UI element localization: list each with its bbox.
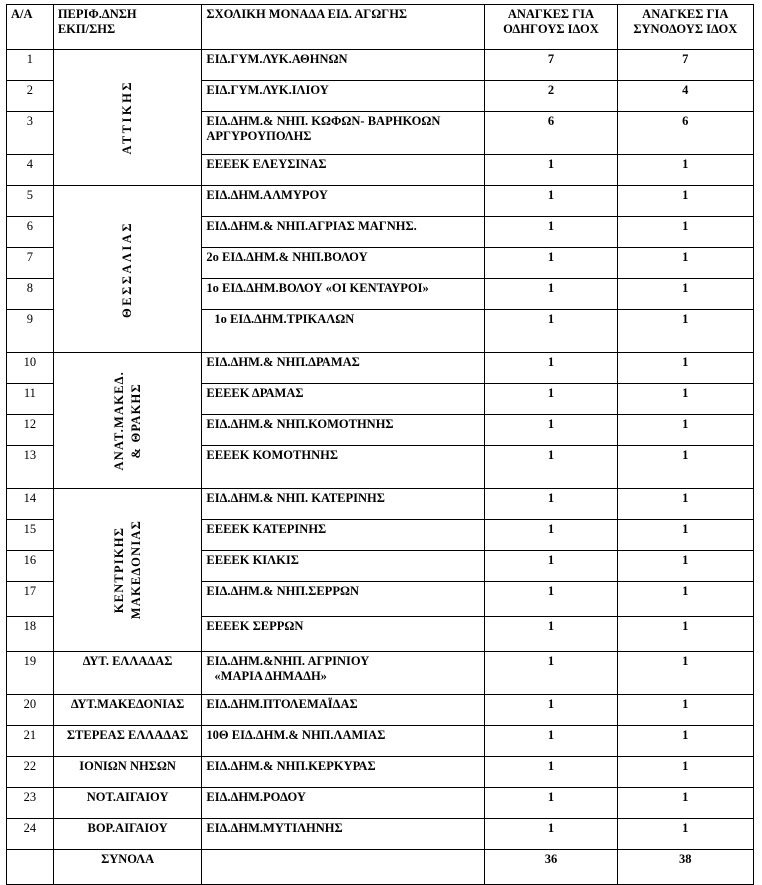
row-index: 10 [7, 353, 54, 384]
row-index: 23 [7, 788, 54, 819]
row-index: 1 [7, 50, 54, 81]
school-unit-name: ΕΕΕΕΚ ΚΟΜΟΤΗΝΗΣ [202, 446, 485, 489]
region-label [111, 371, 145, 470]
region-label-line1: ΑΝΑΤ.ΜΑΚΕΔ. [111, 370, 126, 471]
header-drivers-line1: ΑΝΑΓΚΕΣ ΓΙΑ [507, 7, 595, 21]
school-unit-name: ΕΙΔ.ΔΗΜ.& ΝΗΠ.ΣΕΡΡΩΝ [202, 582, 485, 617]
region-label-line2: & ΘΡΑΚΗΣ [128, 382, 143, 459]
table-body [7, 50, 754, 885]
table-row [7, 757, 754, 788]
totals-companions-count: 38 [617, 850, 753, 885]
header-cell-companions [617, 5, 753, 50]
school-unit-name: ΕΕΕΕΚ ΚΙΛΚΙΣ [202, 551, 485, 582]
header-unit-label: ΣΧΟΛΙΚΗ ΜΟΝΑΔΑ ΕΙΔ. ΑΓΩΓΗΣ [206, 7, 408, 21]
companions-count: 1 [617, 551, 753, 582]
school-unit-name: ΕΙΔ.ΔΗΜ.& ΝΗΠ.ΚΕΡΚΥΡΑΣ [202, 757, 485, 788]
row-index: 7 [7, 248, 54, 279]
drivers-count: 1 [485, 520, 617, 551]
totals-row [7, 850, 754, 885]
row-index: 5 [7, 186, 54, 217]
school-unit-name: ΕΙΔ.ΔΗΜ.ΜΥΤΙΛΗΝΗΣ [202, 819, 485, 850]
region-label-wrapper [54, 186, 202, 352]
row-index: 20 [7, 695, 54, 726]
special-education-needs-table [6, 4, 754, 885]
table-row [7, 186, 754, 217]
school-unit-name [202, 652, 485, 695]
row-index: 15 [7, 520, 54, 551]
drivers-count: 1 [485, 279, 617, 310]
drivers-count: 1 [485, 617, 617, 652]
header-row [7, 5, 754, 50]
row-index: 9 [7, 310, 54, 353]
companions-count: 1 [617, 446, 753, 489]
row-index: 2 [7, 81, 54, 112]
drivers-count: 1 [485, 248, 617, 279]
region-cell-notiou-aigaiou: ΝΟΤ.ΑΙΓΑΙΟΥ [53, 788, 202, 819]
companions-count: 1 [617, 279, 753, 310]
companions-count: 1 [617, 726, 753, 757]
companions-count: 1 [617, 788, 753, 819]
table-row [7, 353, 754, 384]
companions-count: 1 [617, 819, 753, 850]
drivers-count: 1 [485, 652, 617, 695]
region-cell-anatolikis-makedonias-thrakis [53, 353, 202, 489]
drivers-count: 7 [485, 50, 617, 81]
drivers-count: 1 [485, 310, 617, 353]
table-row [7, 652, 754, 695]
school-unit-name: ΕΕΕΕΚ ΔΡΑΜΑΣ [202, 384, 485, 415]
school-unit-name: 2ο ΕΙΔ.ΔΗΜ.& ΝΗΠ.ΒΟΛΟΥ [202, 248, 485, 279]
drivers-count: 1 [485, 788, 617, 819]
row-index: 16 [7, 551, 54, 582]
drivers-count: 1 [485, 217, 617, 248]
companions-count: 1 [617, 384, 753, 415]
school-unit-name: ΕΙΔ.ΔΗΜ.ΡΟΔΟΥ [202, 788, 485, 819]
drivers-count: 1 [485, 726, 617, 757]
region-label-line2: ΜΑΚΕΔΟΝΙΑΣ [128, 520, 143, 620]
companions-count: 1 [617, 652, 753, 695]
school-unit-name: ΕΕΕΕΚ ΣΕΡΡΩΝ [202, 617, 485, 652]
school-unit-name: ΕΙΔ.ΓΥΜ.ΛΥΚ.ΙΛΙΟΥ [202, 81, 485, 112]
drivers-count: 1 [485, 415, 617, 446]
header-region-line2: ΕΚΠ/ΣΗΣ [57, 21, 116, 36]
school-unit-line2: ΑΡΓΥΡΟΥΠΟΛΗΣ [206, 128, 312, 143]
totals-drivers-count: 36 [485, 850, 617, 885]
companions-count: 1 [617, 695, 753, 726]
companions-count: 1 [617, 217, 753, 248]
drivers-count: 1 [485, 757, 617, 788]
drivers-count: 1 [485, 186, 617, 217]
row-index: 4 [7, 155, 54, 186]
header-cell-unit [202, 5, 485, 50]
companions-count: 6 [617, 112, 753, 155]
row-index: 24 [7, 819, 54, 850]
school-unit-name: ΕΙΔ.ΔΗΜ.& ΝΗΠ.ΚΟΜΟΤΗΝΗΣ [202, 415, 485, 446]
drivers-count: 1 [485, 384, 617, 415]
region-label-wrapper [54, 50, 202, 185]
header-companions-line2: ΣΥΝΟΔΟΥΣ ΙΔΟΧ [633, 21, 738, 36]
drivers-count: 6 [485, 112, 617, 155]
school-unit-name [202, 112, 485, 155]
region-cell-dytikis-makedonias: ΔΥΤ.ΜΑΚΕΔΟΝΙΑΣ [53, 695, 202, 726]
companions-count: 1 [617, 520, 753, 551]
region-label-line1: ΚΕΝΤΡΙΚΗΣ [111, 526, 126, 614]
region-label: ΘΕΣΣΑΛΙΑΣ [120, 220, 135, 318]
drivers-count: 1 [485, 551, 617, 582]
school-unit-line2: «ΜΑΡΙΑ ΔΗΜΑΔΗ» [214, 668, 327, 683]
companions-count: 1 [617, 415, 753, 446]
school-unit-name: ΕΕΕΕΚ ΚΑΤΕΡΙΝΗΣ [202, 520, 485, 551]
drivers-count: 1 [485, 353, 617, 384]
table-header [7, 5, 754, 50]
school-unit-name: ΕΙΔ.ΓΥΜ.ΛΥΚ.ΑΘΗΝΩΝ [202, 50, 485, 81]
school-unit-line1: ΕΙΔ.ΔΗΜ.&ΝΗΠ. ΑΓΡΙΝΙΟΥ [206, 654, 370, 668]
region-label: ΑΤΤΙΚΗΣ [120, 80, 135, 155]
table-row [7, 695, 754, 726]
companions-count: 1 [617, 757, 753, 788]
drivers-count: 1 [485, 446, 617, 489]
table-row [7, 819, 754, 850]
companions-count: 1 [617, 186, 753, 217]
header-cell-aa [7, 5, 54, 50]
region-label-wrapper [54, 489, 202, 651]
school-unit-name: ΕΕΕΕΚ ΕΛΕΥΣΙΝΑΣ [202, 155, 485, 186]
table-row [7, 489, 754, 520]
region-label [111, 520, 145, 619]
header-companions-line1: ΑΝΑΓΚΕΣ ΓΙΑ [642, 7, 729, 21]
header-aa-label: Α/Α [11, 7, 33, 21]
region-cell-stereas-elladas: ΣΤΕΡΕΑΣ ΕΛΛΑΔΑΣ [53, 726, 202, 757]
school-unit-name: ΕΙΔ.ΔΗΜ.& ΝΗΠ.ΑΓΡΙΑΣ ΜΑΓΝΗΣ. [202, 217, 485, 248]
header-region-line1: ΠΕΡΙΦ.ΔΝΣΗ [57, 7, 137, 21]
totals-empty-unit [202, 850, 485, 885]
drivers-count: 1 [485, 582, 617, 617]
row-index: 11 [7, 384, 54, 415]
header-cell-region [53, 5, 202, 50]
school-unit-name: 1ο ΕΙΔ.ΔΗΜ.ΒΟΛΟΥ «ΟΙ ΚΕΝΤΑΥΡΟΙ» [202, 279, 485, 310]
school-unit-name: ΕΙΔ.ΔΗΜ.& ΝΗΠ.ΔΡΑΜΑΣ [202, 353, 485, 384]
companions-count: 1 [617, 353, 753, 384]
drivers-count: 1 [485, 155, 617, 186]
companions-count: 4 [617, 81, 753, 112]
companions-count: 1 [617, 310, 753, 353]
region-cell-dytikis-elladas: ΔΥΤ. ΕΛΛΑΔΑΣ [53, 652, 202, 695]
row-index: 21 [7, 726, 54, 757]
school-unit-name: 10Θ ΕΙΔ.ΔΗΜ.& ΝΗΠ.ΛΑΜΙΑΣ [202, 726, 485, 757]
row-index: 3 [7, 112, 54, 155]
companions-count: 7 [617, 50, 753, 81]
table-row [7, 788, 754, 819]
row-index: 22 [7, 757, 54, 788]
companions-count: 1 [617, 155, 753, 186]
region-cell-voreiou-aigaiou: ΒΟΡ.ΑΙΓΑΙΟΥ [53, 819, 202, 850]
header-cell-drivers [485, 5, 617, 50]
region-cell-kentrikis-makedonias [53, 489, 202, 652]
region-cell-ionion-nison: ΙΟΝΙΩΝ ΝΗΣΩΝ [53, 757, 202, 788]
school-unit-line1: ΕΙΔ.ΔΗΜ.& ΝΗΠ. ΚΩΦΩΝ- ΒΑΡΗΚΟΩΝ [206, 114, 441, 128]
totals-label: ΣΥΝΟΛΑ [53, 850, 202, 885]
companions-count: 1 [617, 489, 753, 520]
companions-count: 1 [617, 248, 753, 279]
school-unit-line1: 1ο ΕΙΔ.ΔΗΜ.ΤΡΙΚΑΛΩΝ [214, 312, 355, 326]
companions-count: 1 [617, 582, 753, 617]
row-index: 6 [7, 217, 54, 248]
drivers-count: 1 [485, 489, 617, 520]
row-index: 18 [7, 617, 54, 652]
row-index: 17 [7, 582, 54, 617]
school-unit-name: ΕΙΔ.ΔΗΜ.ΠΤΟΛΕΜΑΪΔΑΣ [202, 695, 485, 726]
region-cell-attikis [53, 50, 202, 186]
companions-count: 1 [617, 617, 753, 652]
header-drivers-line2: ΟΔΗΓΟΥΣ ΙΔΟΧ [503, 21, 599, 36]
region-label-wrapper [54, 353, 202, 488]
row-index: 14 [7, 489, 54, 520]
school-unit-name [202, 310, 485, 353]
school-unit-name: ΕΙΔ.ΔΗΜ.ΑΛΜΥΡΟΥ [202, 186, 485, 217]
row-index: 12 [7, 415, 54, 446]
row-index: 19 [7, 652, 54, 695]
drivers-count: 2 [485, 81, 617, 112]
row-index: 8 [7, 279, 54, 310]
row-index: 13 [7, 446, 54, 489]
school-unit-name: ΕΙΔ.ΔΗΜ.& ΝΗΠ. ΚΑΤΕΡΙΝΗΣ [202, 489, 485, 520]
drivers-count: 1 [485, 695, 617, 726]
totals-empty-index [7, 850, 54, 885]
table-row [7, 50, 754, 81]
drivers-count: 1 [485, 819, 617, 850]
region-cell-thessalias [53, 186, 202, 353]
